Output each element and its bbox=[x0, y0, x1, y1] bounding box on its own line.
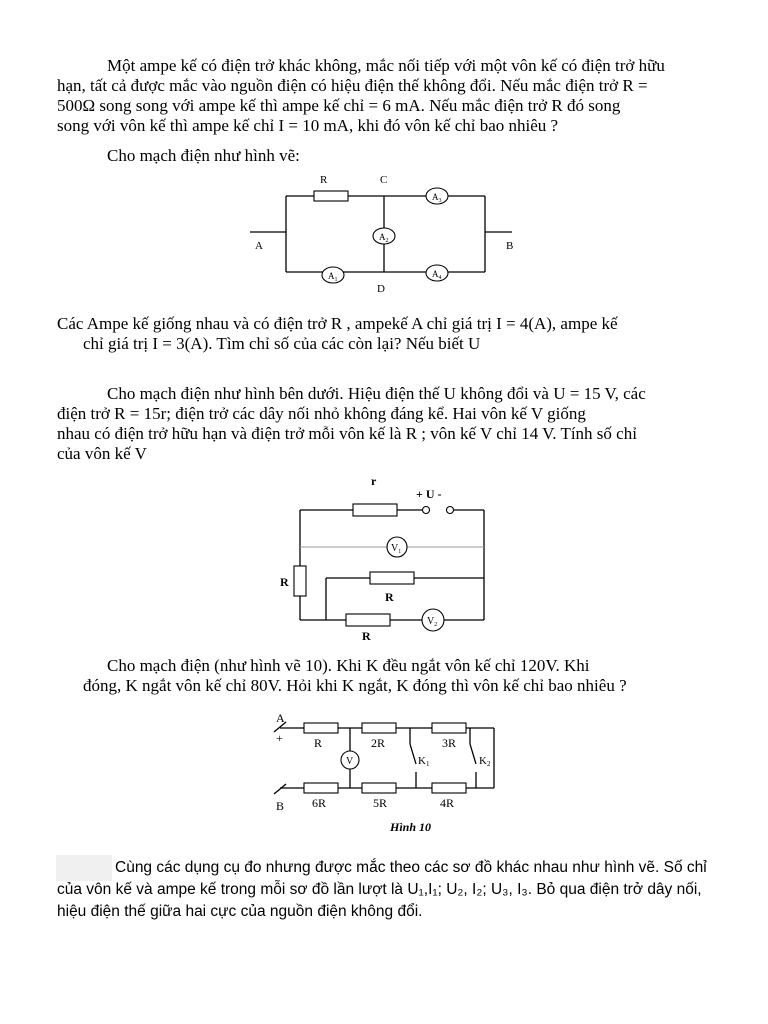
text-line: Cho mạch điện như hình bên dưới. Hiệu điện thế U không đổi và U = 15 V, các bbox=[107, 384, 646, 403]
circuit-figure-voltmeters bbox=[270, 470, 490, 650]
text-line: Cho mạch điện như hình vẽ: bbox=[107, 146, 300, 165]
terminal-plus-label: + bbox=[276, 731, 283, 745]
text-line: của vôn kế V bbox=[57, 444, 147, 463]
label-r: R bbox=[314, 736, 323, 750]
label-source: + U - bbox=[416, 487, 442, 501]
label-c: C bbox=[380, 174, 388, 186]
problem-5-text bbox=[57, 857, 717, 923]
resistor-r-left bbox=[294, 566, 306, 596]
text-line: Cho mạch điện (như hình vẽ 10). Khi K đều ngắt vôn kế chỉ 120V. Khi bbox=[107, 656, 590, 675]
resistor-r-bottom bbox=[346, 614, 390, 626]
terminal-a-label: A bbox=[276, 711, 285, 725]
text-line: Các Ampe kế giống nhau và có điện trở R , ampekế A chỉ giá trị I = 4(A), ampe kế bbox=[57, 314, 618, 333]
resistor-3r bbox=[432, 723, 466, 733]
problem-3-text bbox=[57, 384, 712, 464]
label-r-left: R bbox=[280, 575, 289, 589]
problem-2-text bbox=[57, 314, 712, 354]
label-r: R bbox=[320, 174, 328, 186]
text-line: 500Ω song song với ampe kế thì ampe kế chỉ = 6 mA. Nếu mắc điện trở R đó song bbox=[57, 96, 621, 115]
text-line: song với vôn kế thì ampe kế chỉ I = 10 mA, khi đó vôn kế chỉ bao nhiêu ? bbox=[57, 116, 559, 135]
circuit-figure-hinh-10 bbox=[270, 710, 510, 838]
label-a: A bbox=[255, 240, 263, 252]
text-line: Một ampe kế có điện trở khác không, mắc nối tiếp với một vôn kế có điện trở hữu bbox=[107, 56, 665, 75]
text-line: điện trở R = 15r; điện trở các dây nối nhỏ không đáng kể. Hai vôn kế V giống bbox=[57, 404, 586, 423]
ammeter-a2-label: $A_2$ bbox=[379, 232, 389, 244]
label-6r: 6R bbox=[312, 796, 327, 810]
label-5r: 5R bbox=[373, 796, 388, 810]
text-line: nhau có điện trở hữu hạn và điện trở mỗi vôn kế là R ; vôn kế V chỉ 14 V. Tính số chỉ bbox=[57, 424, 637, 443]
problem-4-text bbox=[57, 656, 712, 696]
ammeter-a3-label: $A_3$ bbox=[432, 192, 442, 204]
voltmeter-v2-label: $V_2$ bbox=[427, 616, 438, 628]
resistor-4r bbox=[432, 783, 466, 793]
text-line: chỉ giá trị I = 3(A). Tìm chỉ số của các còn lại? Nếu biết U bbox=[83, 334, 481, 353]
resistor-6r bbox=[304, 783, 338, 793]
text-line: Cùng các dụng cụ đo nhưng được mắc theo các sơ đồ khác nhau như hình vẽ. Số chỉ bbox=[115, 859, 707, 876]
text-line: của vôn kế và ampe kế trong mỗi sơ đồ lần lượt là U₁,I₁; U₂, I₂; U₃, I₃. Bỏ qua điện trở dây nối, bbox=[57, 881, 702, 898]
resistor-r-small bbox=[353, 504, 397, 516]
label-d: D bbox=[377, 283, 385, 295]
switch-k1-label: K1 bbox=[418, 755, 430, 768]
terminal-b-label: B bbox=[276, 799, 285, 813]
text-line: hạn, tất cả được mắc vào nguồn điện có hiệu điện thế không đổi. Nếu mắc điện trở R = bbox=[57, 76, 648, 95]
label-2r: 2R bbox=[371, 736, 386, 750]
label-b: B bbox=[506, 240, 514, 252]
ammeter-a1-label: $A_1$ bbox=[328, 271, 338, 283]
resistor-r-mid bbox=[370, 572, 414, 584]
voltmeter-v-label: V bbox=[346, 756, 354, 767]
text-line: đóng, K ngắt vôn kế chỉ 80V. Hỏi khi K ngắt, K đóng thì vôn kế chỉ bao nhiêu ? bbox=[83, 676, 627, 695]
label-4r: 4R bbox=[440, 796, 455, 810]
resistor-r bbox=[304, 723, 338, 733]
label-r-bottom: R bbox=[362, 629, 371, 643]
resistor-5r bbox=[362, 783, 396, 793]
text-line: hiệu điện thế giữa hai cực của nguồn điện không đổi. bbox=[57, 903, 423, 920]
switch-k2-label: K2 bbox=[479, 755, 491, 768]
resistor-2r bbox=[362, 723, 396, 733]
problem-2-intro bbox=[57, 146, 712, 166]
resistor-r bbox=[314, 191, 348, 201]
circuit-figure-ammeters bbox=[250, 172, 530, 298]
problem-1-text bbox=[57, 56, 712, 136]
label-r-mid: R bbox=[385, 590, 394, 604]
label-r-small: r bbox=[371, 474, 377, 488]
ammeter-a4-label: $A_4$ bbox=[432, 269, 442, 281]
figure-caption: Hình 10 bbox=[390, 820, 432, 834]
voltmeter-v1-label: $V_1$ bbox=[391, 543, 402, 555]
label-3r: 3R bbox=[442, 736, 457, 750]
